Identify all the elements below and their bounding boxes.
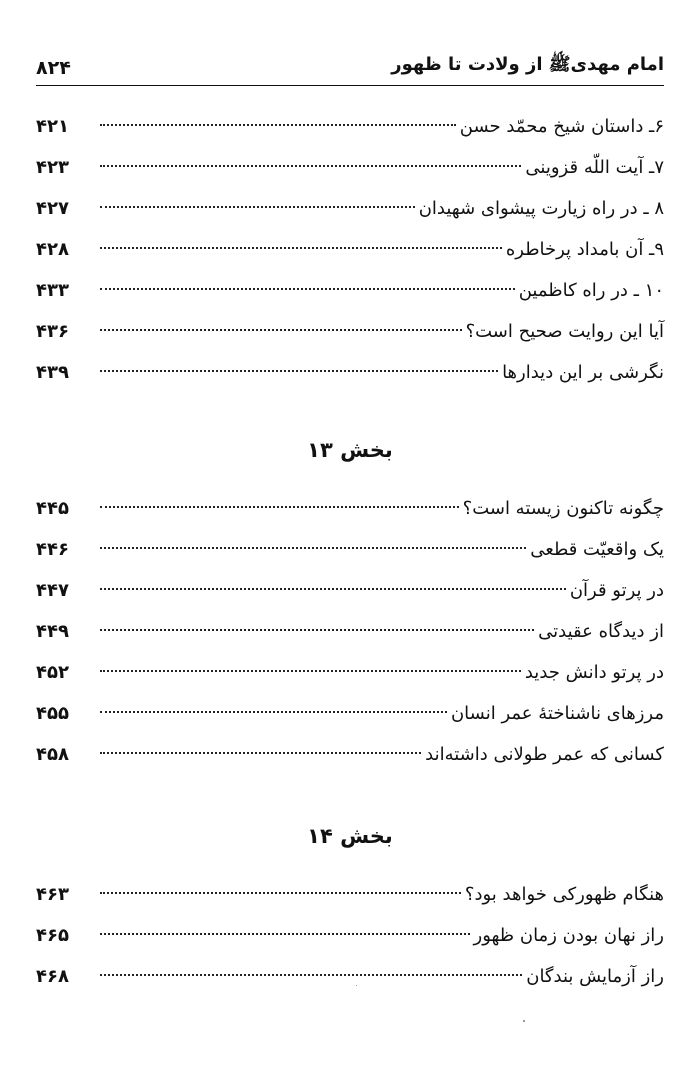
dot-leader: [100, 547, 526, 549]
toc-entry: [36, 874, 664, 915]
toc-entry-page: ۴۴۵: [36, 498, 69, 519]
toc-entry: [36, 229, 664, 270]
toc-entry: [36, 147, 664, 188]
toc-entry-title: ۱۰ ـ در راه کاظمین: [518, 280, 664, 301]
dot-leader: [100, 247, 502, 249]
toc-entry: [36, 570, 664, 611]
toc-entry-page: ۴۵۸: [36, 744, 69, 765]
toc-entry: [36, 311, 664, 352]
dot-leader: [100, 629, 534, 631]
toc-entry: [36, 652, 664, 693]
toc-entry-page: ۴۳۳: [36, 280, 69, 301]
toc-entry: [36, 106, 664, 147]
toc-section-13: [36, 488, 664, 775]
toc-entry-title: چگونه تاکنون زیسته است؟: [462, 498, 664, 519]
toc-entry: [36, 734, 664, 775]
toc-entry-title: ۹ـ آن بامداد پرخاطره: [505, 239, 664, 260]
toc-entry-title: یک واقعیّت قطعی: [530, 539, 664, 560]
toc-entry-page: ۴۴۹: [36, 621, 69, 642]
toc-entry-page: ۴۴۶: [36, 539, 69, 560]
toc-entry-page: ۴۳۶: [36, 321, 69, 342]
scan-speck: [523, 1020, 525, 1022]
toc-entry: [36, 488, 664, 529]
toc-entry: [36, 611, 664, 652]
toc-entry-page: ۴۶۳: [36, 884, 69, 905]
section-heading: بخش ۱۳: [307, 438, 393, 462]
toc-entry: [36, 915, 664, 956]
dot-leader: [100, 288, 515, 290]
toc-entry-title: آیا این روایت صحیح است؟: [465, 321, 664, 342]
dot-leader: [100, 124, 456, 126]
dot-leader: [100, 711, 447, 713]
toc-entry-page: ۴۴۷: [36, 580, 69, 601]
toc-entry-title: نگرشی بر این دیدارها: [502, 362, 664, 383]
toc-entry-title: راز نهان بودن زمان ظهور: [473, 925, 664, 946]
toc-entry-page: ۴۵۲: [36, 662, 69, 683]
toc-entry-page: ۴۲۱: [36, 116, 69, 137]
toc-entry-page: ۴۲۳: [36, 157, 69, 178]
toc-entry-page: ۴۳۹: [36, 362, 69, 383]
page-number: ۸۲۴: [36, 57, 71, 79]
dot-leader: [100, 933, 470, 935]
toc-entry-page: ۴۲۷: [36, 198, 69, 219]
toc-entry-title: در پرتو دانش جدید: [524, 662, 664, 683]
dot-leader: [100, 892, 461, 894]
toc-entry-title: در پرتو قرآن: [569, 580, 664, 601]
toc-entry: [36, 270, 664, 311]
running-title: امام مهدیﷺ از ولادت تا ظهور: [391, 54, 664, 75]
dot-leader: [100, 752, 421, 754]
toc-entry-page: ۴۵۵: [36, 703, 69, 724]
toc-entry-title: ۷ـ آیت اللّه قزوینی: [525, 157, 664, 178]
dot-leader: [100, 974, 522, 976]
toc-entry-page: ۴۶۸: [36, 966, 69, 987]
toc-entry: [36, 956, 664, 997]
dot-leader: [100, 670, 521, 672]
toc-entry-title: از دیدگاه عقیدتی: [538, 621, 664, 642]
scan-speck: [356, 985, 357, 986]
toc-entry-title: مرزهای ناشناختهٔ عمر انسان: [450, 703, 664, 724]
toc-entry-title: کسانی که عمر طولانی داشته‌اند: [425, 744, 664, 765]
toc-entry-title: ۸ ـ در راه زیارت پیشوای شهیدان: [418, 198, 664, 219]
toc-entry-title: هنگام ظهورکی خواهد بود؟: [464, 884, 664, 905]
page-header: [36, 50, 664, 86]
toc-entry-title: ۶ـ داستان شیخ محمّد حسن: [459, 116, 664, 137]
dot-leader: [100, 165, 521, 167]
section-heading: بخش ۱۴: [307, 824, 393, 848]
dot-leader: [100, 206, 415, 208]
toc-section-14: [36, 874, 664, 997]
toc-entry-page: ۴۶۵: [36, 925, 69, 946]
dot-leader: [100, 370, 498, 372]
dot-leader: [100, 506, 459, 508]
toc-group-1: [36, 106, 664, 393]
toc-entry-title: راز آزمایش بندگان: [526, 966, 664, 987]
toc-entry: [36, 693, 664, 734]
toc-entry: [36, 529, 664, 570]
toc-entry-page: ۴۲۸: [36, 239, 69, 260]
toc-entry: [36, 188, 664, 229]
dot-leader: [100, 329, 462, 331]
toc-entry: [36, 352, 664, 393]
dot-leader: [100, 588, 566, 590]
